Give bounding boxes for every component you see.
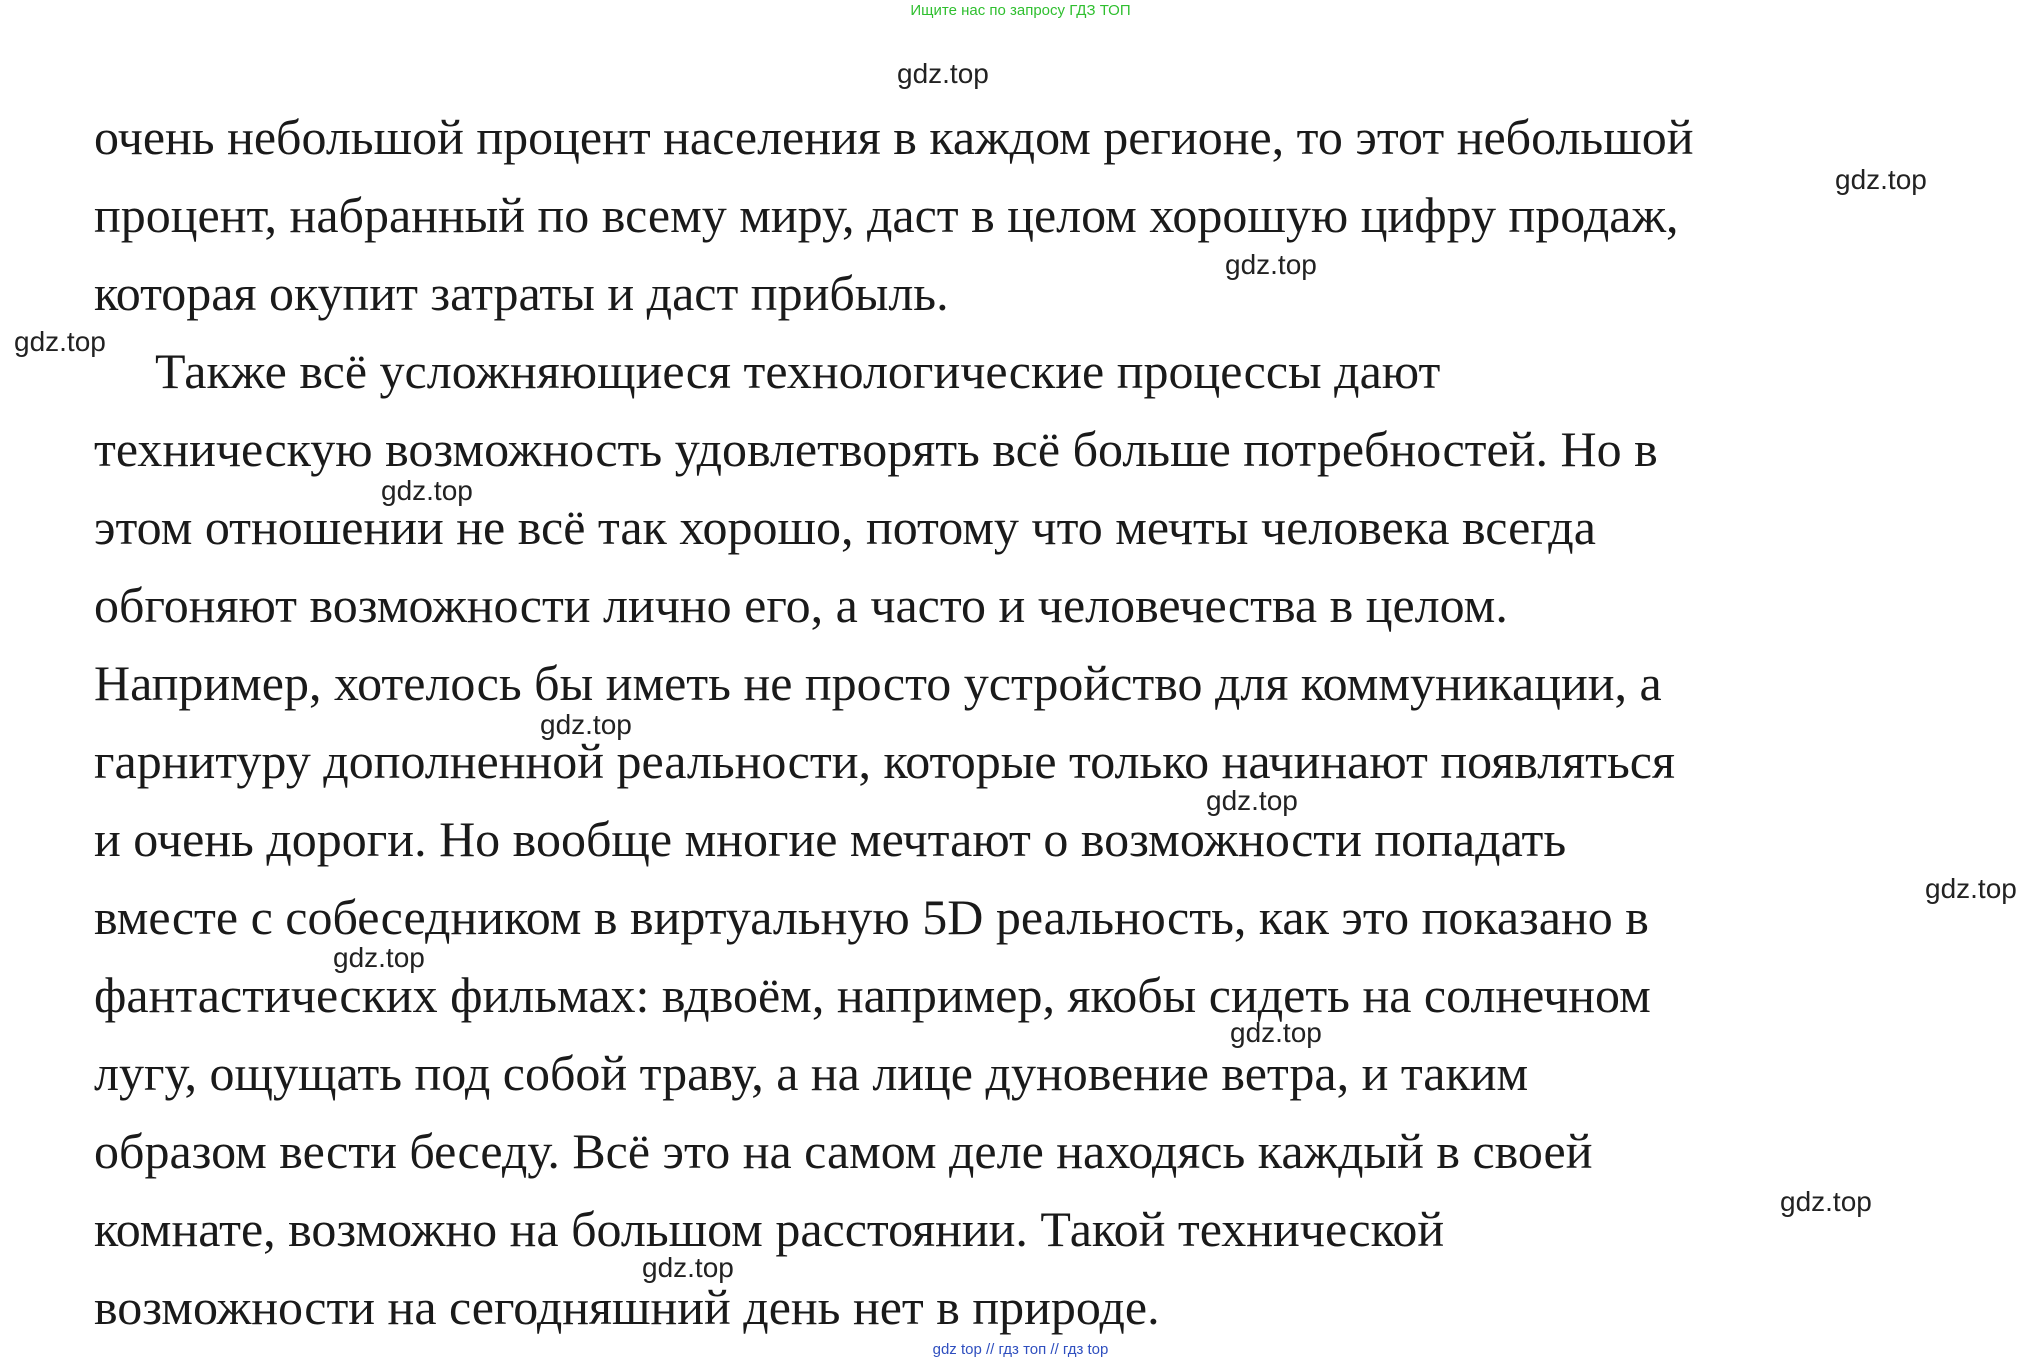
text-line: обгоняют возможности лично его, а часто и человечества в целом. bbox=[94, 577, 1508, 633]
watermark-label: gdz.top bbox=[1835, 164, 1927, 195]
text-line: вместе с собеседником в виртуальную 5D реальность, как это показано в bbox=[94, 889, 1649, 945]
bottom-banner: gdz top // гдз топ // гдз top bbox=[932, 1341, 1109, 1358]
text-line: которая окупит затраты и даст прибыль. bbox=[94, 265, 949, 321]
watermark-label: gdz.top bbox=[1925, 873, 2017, 904]
watermark-label: gdz.top bbox=[1780, 1186, 1872, 1217]
text-line: гарнитуру дополненной реальности, которые только начинают появляться bbox=[94, 733, 1675, 789]
watermark-label: gdz.top bbox=[897, 58, 989, 89]
text-line: фантастических фильмах: вдвоём, например, якобы сидеть на солнечном bbox=[94, 967, 1651, 1023]
top-banner: Ищите нас по запросу ГДЗ ТОП bbox=[910, 2, 1131, 19]
paragraph-start-line: Также всё усложняющиеся технологические процессы дают bbox=[155, 343, 1441, 399]
text-line: очень небольшой процент населения в каждом регионе, то этот небольшой bbox=[94, 109, 1694, 165]
watermark-label: gdz.top bbox=[1230, 1017, 1322, 1048]
text-line: этом отношении не всё так хорошо, потому что мечты человека всегда bbox=[94, 499, 1596, 555]
watermark-label: gdz.top bbox=[1206, 785, 1298, 816]
text-line: комнате, возможно на большом расстоянии. Такой технической bbox=[94, 1201, 1445, 1257]
text-line: и очень дороги. Но вообще многие мечтают о возможности попадать bbox=[94, 811, 1567, 867]
watermark-label: gdz.top bbox=[333, 942, 425, 973]
watermark-label: gdz.top bbox=[381, 475, 473, 506]
text-line: процент, набранный по всему миру, даст в целом хорошую цифру продаж, bbox=[94, 187, 1679, 243]
watermark-label: gdz.top bbox=[540, 709, 632, 740]
text-line: техническую возможность удовлетворять всё больше потребностей. Но в bbox=[94, 421, 1658, 477]
text-line: Например, хотелось бы иметь не просто устройство для коммуникации, а bbox=[94, 655, 1662, 711]
watermark-label: gdz.top bbox=[14, 326, 106, 357]
watermark-label: gdz.top bbox=[1225, 249, 1317, 280]
text-line: лугу, ощущать под собой траву, а на лице дуновение ветра, и таким bbox=[94, 1045, 1529, 1101]
text-line: возможности на сегодняшний день нет в природе. bbox=[94, 1279, 1160, 1335]
text-line: образом вести беседу. Всё это на самом деле находясь каждый в своей bbox=[94, 1123, 1593, 1179]
watermark-label: gdz.top bbox=[642, 1252, 734, 1283]
